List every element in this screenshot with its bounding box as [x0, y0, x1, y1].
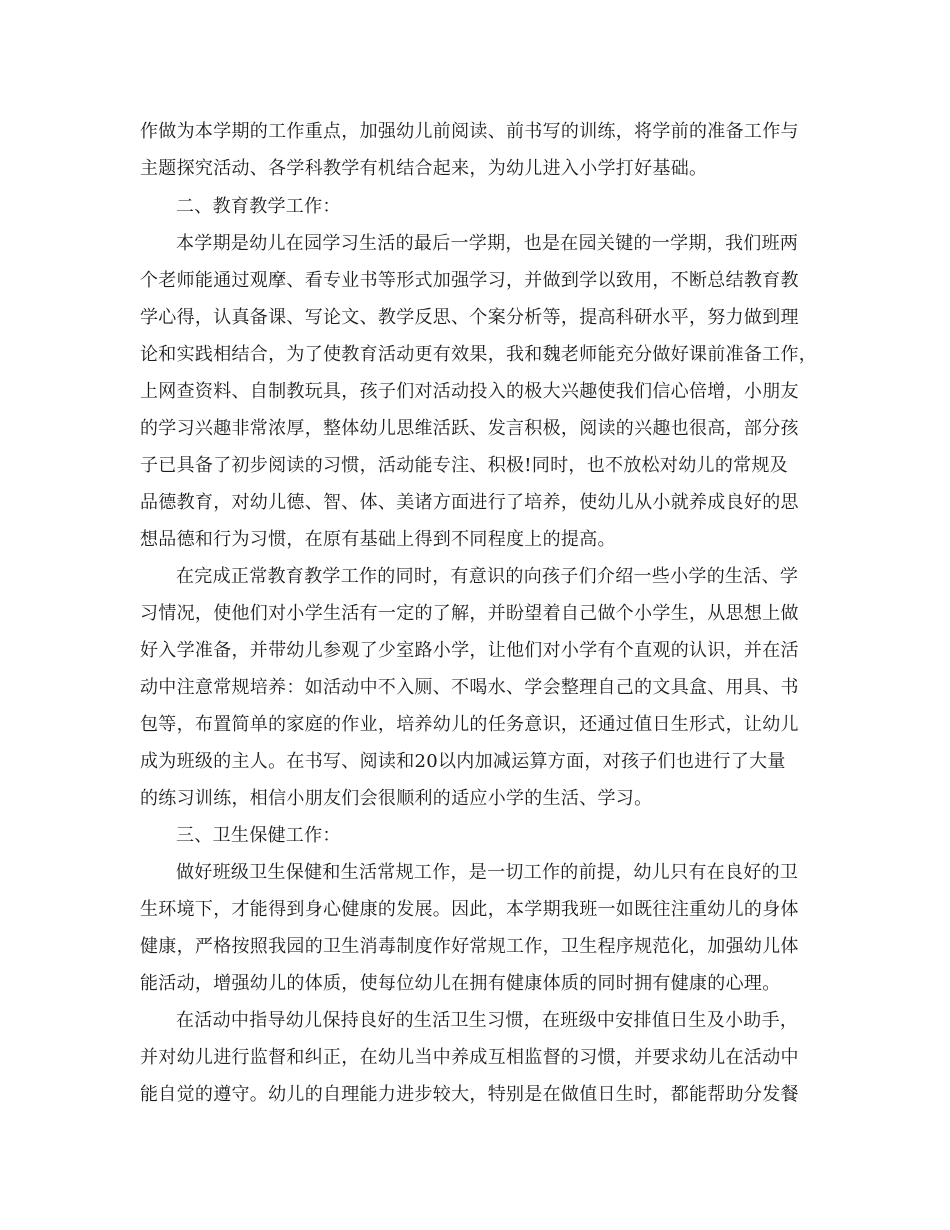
text-line: 能自觉的遵守。幼儿的自理能力进步较大，特别是在做值日生时，都能帮助分发餐	[140, 1084, 799, 1105]
text-line: 上网查资料、自制教玩具，孩子们对活动投入的极大兴趣使我们信心倍增，小朋友	[140, 381, 799, 402]
text-line: 习情况，使他们对小学生活有一定的了解，并盼望着自己做个小学生，从思想上做	[140, 603, 799, 624]
text-line: 好入学准备，并带幼儿参观了少室路小学，让他们对小学有个直观的认识，并在活	[140, 640, 799, 661]
text-line: 健康，严格按照我园的卫生消毒制度作好常规工作，卫生程序规范化，加强幼儿体	[140, 936, 799, 957]
text-line: 的学习兴趣非常浓厚，整体幼儿思维活跃、发言积极，阅读的兴趣也很高，部分孩	[140, 418, 799, 439]
paragraph-first-line: 在活动中指导幼儿保持良好的生活卫生习惯，在班级中安排值日生及小助手，	[176, 1010, 799, 1031]
text-line: 子已具备了初步阅读的习惯，活动能专注、积极!同时，也不放松对幼儿的常规及	[140, 455, 789, 476]
text-line: 作做为本学期的工作重点，加强幼儿前阅读、前书写的训练，将学前的准备工作与	[140, 121, 799, 142]
section-heading: 三、卫生保健工作：	[176, 825, 341, 846]
text-line: 生环境下，才能得到身心健康的发展。因此，本学期我班一如既往注重幼儿的身体	[140, 899, 799, 920]
text-line: 的练习训练，相信小朋友们会很顺利的适应小学的生活、学习。	[140, 788, 653, 809]
text-line: 并对幼儿进行监督和纠正，在幼儿当中养成互相监督的习惯，并要求幼儿在活动中	[140, 1047, 799, 1068]
text-line: 包等，布置简单的家庭的作业，培养幼儿的任务意识，还通过值日生形式，让幼儿	[140, 714, 799, 735]
section-heading: 二、教育教学工作：	[176, 196, 341, 217]
text-line: 能活动，增强幼儿的体质，使每位幼儿在拥有健康体质的同时拥有健康的心理。	[140, 973, 781, 994]
paragraph-first-line: 在完成正常教育教学工作的同时，有意识的向孩子们介绍一些小学的生活、学	[176, 566, 799, 587]
paragraph-first-line: 本学期是幼儿在园学习生活的最后一学期，也是在园关键的一学期，我们班两	[176, 233, 799, 254]
paragraph-first-line: 做好班级卫生保健和生活常规工作，是一切工作的前提，幼儿只有在良好的卫	[176, 862, 799, 883]
text-line: 品德教育，对幼儿德、智、体、美诸方面进行了培养，使幼儿从小就养成良好的思	[140, 492, 799, 513]
text-line: 个老师能通过观摩、看专业书等形式加强学习，并做到学以致用，不断总结教育教	[140, 270, 799, 291]
text-line: 成为班级的主人。在书写、阅读和20以内加减运算方面，对孩子们也进行了大量	[140, 751, 786, 772]
text-line: 学心得，认真备课、写论文、教学反思、个案分析等，提高科研水平，努力做到理	[140, 307, 799, 328]
text-line: 主题探究活动、各学科教学有机结合起来，为幼儿进入小学打好基础。	[140, 158, 708, 179]
text-line: 动中注意常规培养：如活动中不入厕、不喝水、学会整理自己的文具盒、用具、书	[140, 677, 799, 698]
text-line: 想品德和行为习惯，在原有基础上得到不同程度上的提高。	[140, 529, 616, 550]
text-line: 论和实践相结合，为了使教育活动更有效果，我和魏老师能充分做好课前准备工作，	[140, 344, 818, 365]
